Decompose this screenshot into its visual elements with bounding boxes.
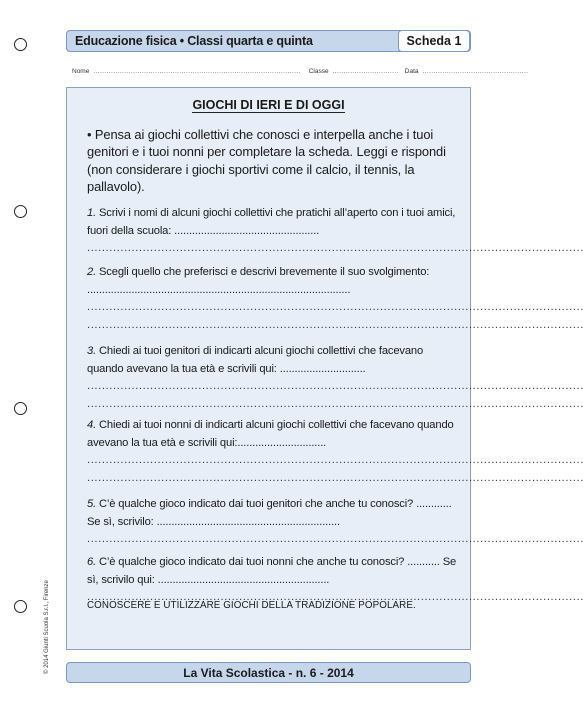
student-info-row xyxy=(72,68,529,75)
question-5 xyxy=(87,496,584,549)
question-4 xyxy=(87,417,584,487)
footer-bar xyxy=(66,662,471,683)
binder-hole-2 xyxy=(14,205,27,218)
question-number: 6. xyxy=(87,556,97,568)
answer-line[interactable]: ...................................................................................................................................... xyxy=(87,533,584,546)
question-text: Chiedi ai tuoi genitori di indicarti alcuni giochi collettivi che facevano quando avevano la tua età e scrivili qui: ............................. xyxy=(87,345,424,375)
answer-line[interactable]: ...................................................................................................................................... xyxy=(87,397,584,410)
class-field[interactable]: .............................. xyxy=(332,68,399,75)
answer-line[interactable]: ...................................................................................................................................... xyxy=(87,454,584,467)
answer-line[interactable]: ...................................................................................................................................... xyxy=(87,591,584,604)
answer-line[interactable]: ...................................................................................................................................... xyxy=(87,318,584,331)
worksheet-title: GIOCHI DI IERI E DI OGGI xyxy=(192,98,345,112)
binder-hole-3 xyxy=(14,402,27,415)
answer-line[interactable]: ...................................................................................................................................... xyxy=(87,301,584,314)
answer-line[interactable]: ...................................................................................................................................... xyxy=(87,380,584,393)
copyright-notice: © 2014 Giunti Scuola S.r.l., Firenze xyxy=(44,580,50,674)
question-number: 1. xyxy=(87,207,97,219)
question-text: Scrivi i nomi di alcuni giochi collettivi che pratichi all’aperto con i tuoi amici, fuori della scuola: ................................................. xyxy=(87,207,456,237)
question-3 xyxy=(87,343,584,413)
header-bar xyxy=(66,30,471,52)
subject-title: Educazione fisica • Classi quarta e quinta xyxy=(75,34,313,48)
question-number: 3. xyxy=(87,345,97,357)
question-1 xyxy=(87,205,584,258)
name-field[interactable]: .............................................................................................. xyxy=(93,68,301,75)
learning-objective: CONOSCERE E UTILIZZARE GIOCHI DELLA TRADIZIONE POPOLARE. xyxy=(87,600,416,611)
answer-line[interactable]: ...................................................................................................................................... xyxy=(87,242,584,255)
question-text: Scegli quello che preferisci e descrivi brevemente il suo svolgimento: ......................................................................................... xyxy=(87,266,430,296)
worksheet-card xyxy=(66,87,584,650)
answer-line[interactable]: ...................................................................................................................................... xyxy=(87,471,584,484)
date-field[interactable]: ................................................ xyxy=(422,68,529,75)
question-text: C’è qualche gioco indicato dai tuoi genitori che anche tu conosci? ............ Se sì, scrivilo: .............................................................. xyxy=(87,498,452,528)
question-text: Chiedi ai tuoi nonni di indicarti alcuni giochi collettivi che facevano quando avevano la tua età e scrivili qui:.............................. xyxy=(87,419,454,449)
class-label: Classe xyxy=(308,68,329,75)
date-label: Data xyxy=(404,68,419,75)
question-number: 5. xyxy=(87,498,97,510)
publication-info: La Vita Scolastica - n. 6 - 2014 xyxy=(183,665,354,680)
question-text: C’è qualche gioco indicato dai tuoi nonni che anche tu conosci? ........... Se sì, scrivilo qui: .......................................................... xyxy=(87,556,457,586)
question-2 xyxy=(87,264,584,334)
question-number: 4. xyxy=(87,419,97,431)
question-6 xyxy=(87,554,584,607)
name-label: Nome xyxy=(72,68,90,75)
intro-instructions: • Pensa ai giochi collettivi che conosci e interpella anche i tuoi genitori e i tuoi nonni per completare la scheda. Leggi e rispondi (non considerare i giochi sportivi come il calcio, il tennis, la pallavolo). xyxy=(87,127,446,195)
binder-hole-4 xyxy=(14,600,27,613)
sheet-label: Scheda 1 xyxy=(398,30,470,52)
question-number: 2. xyxy=(87,266,97,278)
binder-hole-1 xyxy=(14,38,27,51)
